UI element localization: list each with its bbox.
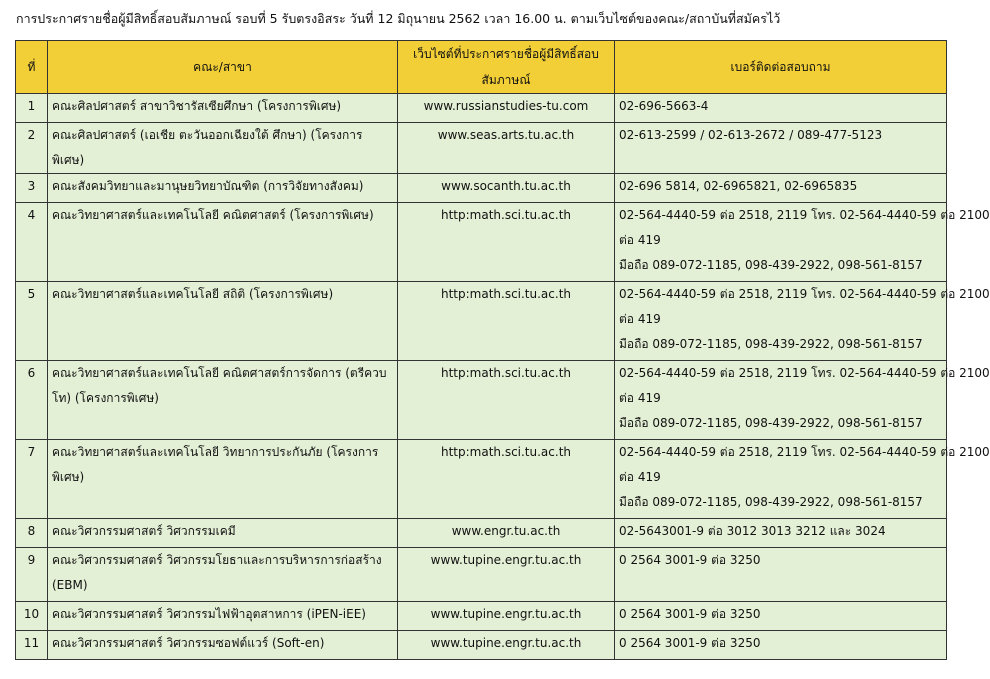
faculty-cell: คณะศิลปศาสตร์ (เอเชีย ตะวันออกเฉียงใต้ ศึกษา) (โครงการพิเศษ)	[48, 123, 398, 174]
applicant-interview-table	[15, 40, 990, 660]
header-faculty: คณะ/สาขา	[48, 41, 398, 94]
website-cell: www.seas.arts.tu.ac.th	[398, 123, 615, 174]
phone-line: 0 2564 3001-9 ต่อ 3250	[619, 553, 761, 567]
table-row	[16, 361, 947, 440]
website-cell: www.tupine.engr.tu.ac.th	[398, 631, 615, 660]
table-row	[16, 440, 947, 519]
phone-line: 02-613-2599 / 02-613-2672 / 089-477-5123	[619, 128, 883, 142]
website-cell: www.engr.tu.ac.th	[398, 519, 615, 548]
table-row	[16, 174, 947, 203]
row-number: 8	[16, 519, 48, 548]
website-cell: http:math.sci.tu.ac.th	[398, 361, 615, 440]
phone-cell	[615, 602, 947, 631]
phone-line: ต่อ 419	[619, 312, 661, 326]
phone-line: ต่อ 419	[619, 391, 661, 405]
phone-cell	[615, 631, 947, 660]
website-cell: http:math.sci.tu.ac.th	[398, 203, 615, 282]
row-number: 11	[16, 631, 48, 660]
header-no: ที่	[16, 41, 48, 94]
header-website: เว็บไซต์ที่ประกาศรายชื่อผู้มีสิทธิ์สอบสัมภาษณ์	[398, 41, 615, 94]
phone-line: มือถือ 089-072-1185, 098-439-2922, 098-561-8157	[619, 495, 923, 509]
faculty-cell: คณะวิทยาศาสตร์และเทคโนโลยี คณิตศาสตร์ (โครงการพิเศษ)	[48, 203, 398, 282]
table-row	[16, 602, 947, 631]
table-row	[16, 548, 947, 602]
row-number: 3	[16, 174, 48, 203]
row-number: 2	[16, 123, 48, 174]
phone-cell	[615, 282, 990, 361]
phone-cell	[615, 203, 990, 282]
table-row	[16, 631, 947, 660]
phone-line: ต่อ 419	[619, 233, 661, 247]
phone-line: 02-696-5663-4	[619, 99, 709, 113]
table-header-row	[16, 41, 947, 94]
phone-cell	[615, 123, 947, 174]
phone-cell	[615, 440, 990, 519]
row-number: 1	[16, 94, 48, 123]
website-cell: http:math.sci.tu.ac.th	[398, 440, 615, 519]
faculty-cell: คณะวิศวกรรมศาสตร์ วิศวกรรมโยธาและการบริหารการก่อสร้าง (EBM)	[48, 548, 398, 602]
row-number: 4	[16, 203, 48, 282]
phone-line: 02-564-4440-59 ต่อ 2518, 2119 โทร. 02-564-4440-59 ต่อ 2100	[619, 445, 990, 459]
faculty-cell: คณะศิลปศาสตร์ สาขาวิชารัสเซียศึกษา (โครงการพิเศษ)	[48, 94, 398, 123]
faculty-cell: คณะวิศวกรรมศาสตร์ วิศวกรรมซอฟต์แวร์ (Soft-en)	[48, 631, 398, 660]
website-cell: www.socanth.tu.ac.th	[398, 174, 615, 203]
website-cell: www.tupine.engr.tu.ac.th	[398, 548, 615, 602]
table-row	[16, 282, 947, 361]
faculty-cell: คณะวิศวกรรมศาสตร์ วิศวกรรมเคมี	[48, 519, 398, 548]
faculty-cell: คณะวิทยาศาสตร์และเทคโนโลยี คณิตศาสตร์การจัดการ (ตรีควบโท) (โครงการพิเศษ)	[48, 361, 398, 440]
phone-cell	[615, 548, 947, 602]
row-number: 6	[16, 361, 48, 440]
website-cell: www.russianstudies-tu.com	[398, 94, 615, 123]
phone-line: มือถือ 089-072-1185, 098-439-2922, 098-561-8157	[619, 258, 923, 272]
faculty-cell: คณะสังคมวิทยาและมานุษยวิทยาบัณฑิต (การวิจัยทางสังคม)	[48, 174, 398, 203]
faculty-cell: คณะวิทยาศาสตร์และเทคโนโลยี วิทยาการประกันภัย (โครงการพิเศษ)	[48, 440, 398, 519]
phone-line: มือถือ 089-072-1185, 098-439-2922, 098-561-8157	[619, 337, 923, 351]
header-phone: เบอร์ติดต่อสอบถาม	[615, 41, 947, 94]
phone-line: ต่อ 419	[619, 470, 661, 484]
phone-line: 02-564-4440-59 ต่อ 2518, 2119 โทร. 02-564-4440-59 ต่อ 2100	[619, 366, 990, 380]
phone-line: 02-696 5814, 02-6965821, 02-6965835	[619, 179, 858, 193]
page-title: การประกาศรายชื่อผู้มีสิทธิ์สอบสัมภาษณ์ รอบที่ 5 รับตรงอิสระ วันที่ 12 มิถุนายน 2562 เวลา 16.00 น. ตามเว็บไซต์ของคณะ/สถาบันที่สมัครไว้	[16, 11, 781, 26]
phone-line: 02-564-4440-59 ต่อ 2518, 2119 โทร. 02-564-4440-59 ต่อ 2100	[619, 208, 990, 222]
phone-cell	[615, 361, 990, 440]
phone-cell	[615, 94, 947, 123]
website-cell: http:math.sci.tu.ac.th	[398, 282, 615, 361]
row-number: 10	[16, 602, 48, 631]
phone-cell	[615, 519, 947, 548]
faculty-cell: คณะวิทยาศาสตร์และเทคโนโลยี สถิติ (โครงการพิเศษ)	[48, 282, 398, 361]
phone-line: มือถือ 089-072-1185, 098-439-2922, 098-561-8157	[619, 416, 923, 430]
phone-line: 02-5643001-9 ต่อ 3012 3013 3212 และ 3024	[619, 524, 886, 538]
table-row	[16, 519, 947, 548]
phone-cell	[615, 174, 947, 203]
row-number: 9	[16, 548, 48, 602]
phone-line: 0 2564 3001-9 ต่อ 3250	[619, 607, 761, 621]
table-row	[16, 94, 947, 123]
table-row	[16, 203, 947, 282]
table-row	[16, 123, 947, 174]
faculty-cell: คณะวิศวกรรมศาสตร์ วิศวกรรมไฟฟ้าอุตสาหการ (iPEN-iEE)	[48, 602, 398, 631]
row-number: 7	[16, 440, 48, 519]
phone-line: 0 2564 3001-9 ต่อ 3250	[619, 636, 761, 650]
table-body	[16, 94, 990, 660]
phone-line: 02-564-4440-59 ต่อ 2518, 2119 โทร. 02-564-4440-59 ต่อ 2100	[619, 287, 990, 301]
website-cell: www.tupine.engr.tu.ac.th	[398, 602, 615, 631]
row-number: 5	[16, 282, 48, 361]
